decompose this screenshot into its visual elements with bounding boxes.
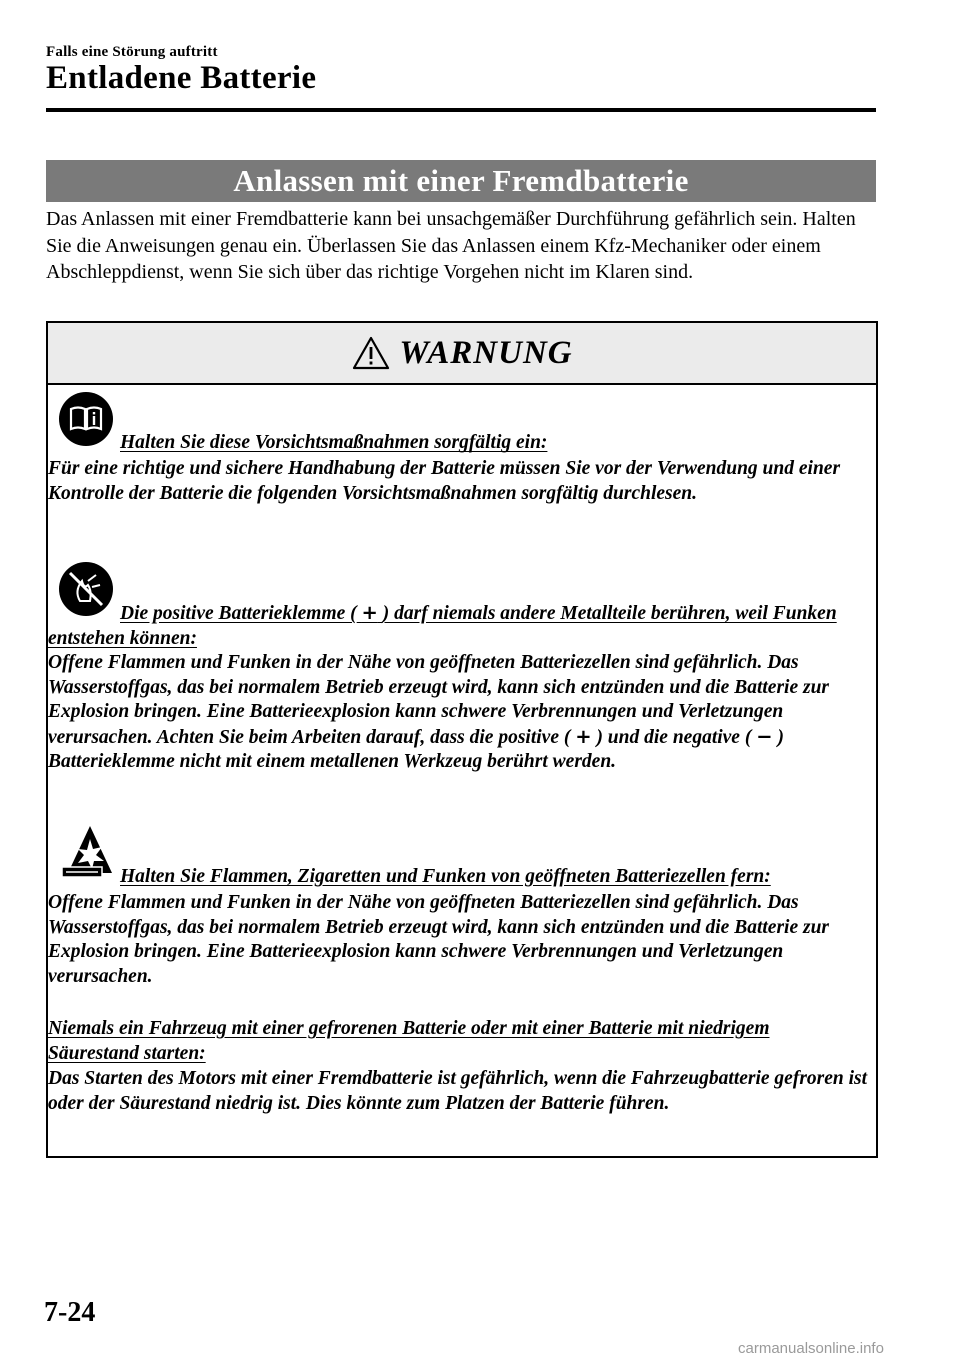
title-rule — [46, 108, 876, 112]
warning-triangle-icon — [351, 335, 391, 371]
warning-title: WARNUNG — [399, 334, 573, 371]
item-heading: Niemals ein Fahrzeug mit einer gefrorenen Batterie oder mit einer Batterie mit niedrigem Säurestand starten: — [48, 1018, 770, 1064]
plus-symbol: + — [361, 601, 378, 624]
item-text: Das Starten des Motors mit einer Fremdbatterie ist gefährlich, wenn die Fahrzeugbatterie gefroren ist oder der Säurestand niedrig ist. Dies könnte zum Platzen der Batterie führen. — [48, 1068, 868, 1114]
watermark: carmanualsonline.info — [738, 1340, 884, 1357]
item-heading: Halten Sie diese Vorsichtsmaßnahmen sorgfältig ein: — [120, 432, 548, 453]
item-heading: Halten Sie Flammen, Zigaretten und Funken von geöffneten Batteriezellen fern: — [120, 866, 771, 887]
running-head: Falls eine Störung auftritt — [46, 44, 218, 60]
page-number: 7-24 — [44, 1297, 96, 1328]
intro-paragraph: Das Anlassen mit einer Fremdbatterie kann bei unsachgemäßer Durchführung gefährlich sein. Halten Sie die Anweisungen genau ein. Überlassen Sie das Anlassen einem Kfz-Mechaniker oder einem Abschleppdienst, wenn Sie sich über das richtige Vorgehen nicht im Klaren sind. — [46, 208, 856, 283]
warning-header — [48, 323, 876, 385]
chapter-title: Entladene Batterie — [46, 60, 317, 96]
section-title: Anlassen mit einer Fremdbatterie — [46, 160, 876, 202]
item-text: Offene Flammen und Funken in der Nähe von geöffneten Batteriezellen sind gefährlich. Das Wasserstoffgas, das bei normalem Betrieb erzeugt wird, kann sich entzünden und die Batterie zur Explosion bringen. Eine Batterieexplosion kann schwere Verbrennungen und Verletzungen verursachen. Achten Sie beim Arbeiten darauf, dass die positive ( + ) und die negative ( − ) Batterieklemme nicht mit einem metallenen Werkzeug berührt werden. — [48, 652, 830, 772]
plus-symbol: + — [575, 724, 592, 748]
item-text: Offene Flammen und Funken in der Nähe von geöffneten Batteriezellen sind gefährlich. Das Wasserstoffgas, das bei normalem Betrieb erzeugt wird, kann sich entzünden und die Batterie zur Explosion bringen. Eine Batterieexplosion kann schwere Verbrennungen und Verletzungen verursachen. — [48, 892, 830, 987]
minus-symbol: − — [756, 724, 773, 748]
item-heading: Die positive Batterieklemme ( + ) darf niemals andere Metallteile berühren, weil Funken entstehen können: — [48, 601, 837, 649]
warning-box — [46, 321, 878, 1158]
item-text: Für eine richtige und sichere Handhabung der Batterie müssen Sie vor der Verwendung und einer Kontrolle der Batterie die folgenden Vorsichtsmaßnahmen sorgfältig durchlesen. — [48, 458, 841, 504]
